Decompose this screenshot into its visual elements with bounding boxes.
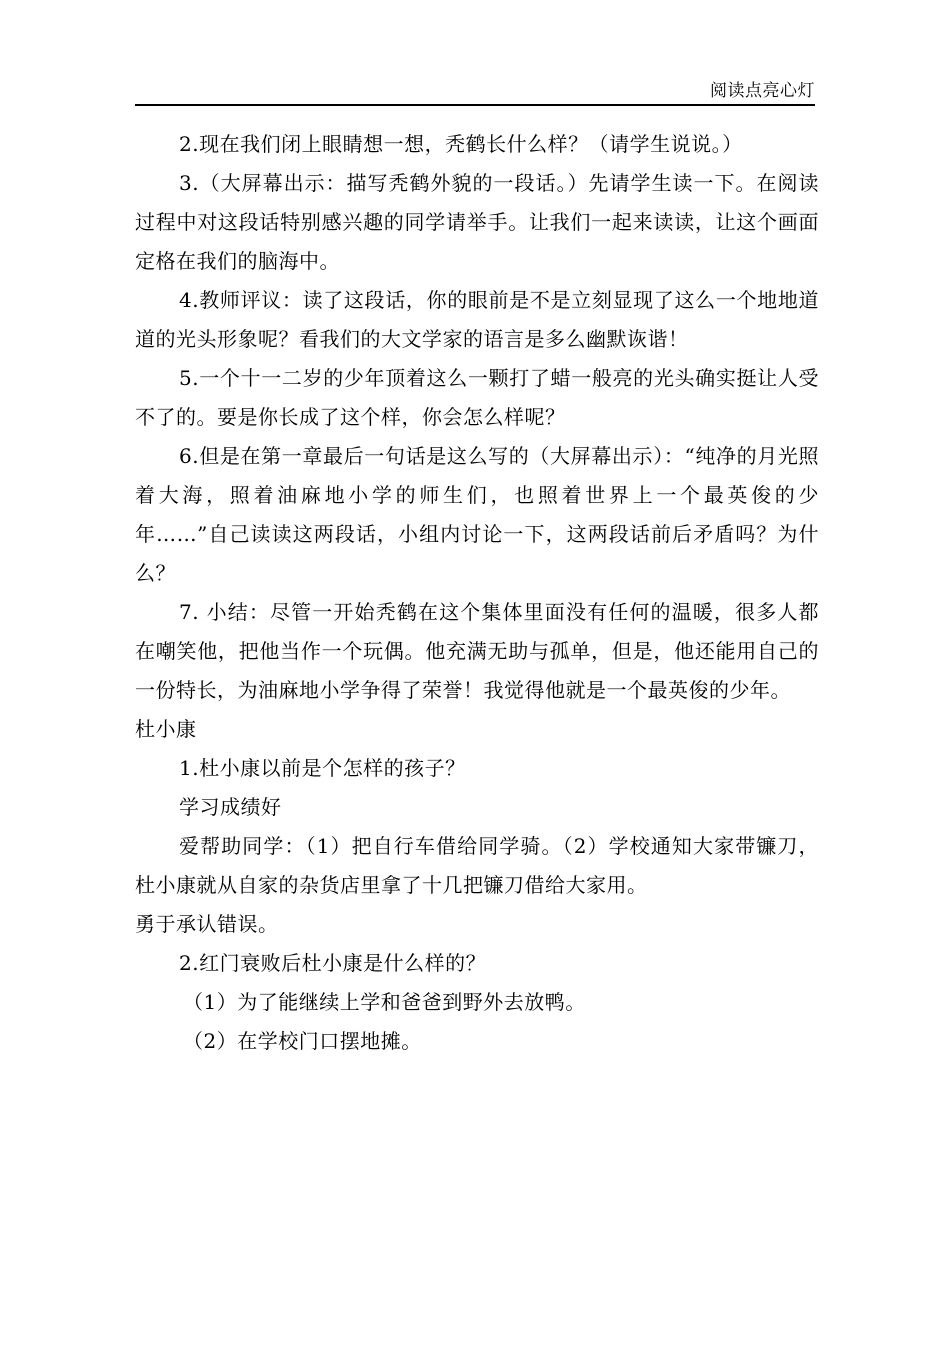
answer-admits-mistakes: 勇于承认错误。 xyxy=(135,912,279,936)
page-header xyxy=(135,76,815,106)
paragraph-7-summary: 7. 小结：尽管一开始秃鹤在这个集体里面没有任何的温暖，很多人都在嘲笑他，把他当作一个玩偶。他充满无助与孤单，但是，他还能用自己的一份特长，为油麻地小学争得了荣誉！我觉得他就是一个最英俊的少年。 xyxy=(135,600,819,702)
answer-street-stall: （2）在学校门口摆地摊。 xyxy=(183,1029,422,1053)
question-1: 1.杜小康以前是个怎样的孩子？ xyxy=(179,756,466,780)
paragraph-6: 6.但是在第一章最后一句话是这么写的（大屏幕出示）：“纯净的月光照着大海，照着油麻地小学的师生们，也照着世界上一个最英俊的少年……”自己读读这两段话，小组内讨论一下，这两段话前后矛盾吗？为什么？ xyxy=(135,444,819,585)
answer-herding-ducks: （1）为了能继续上学和爸爸到野外去放鸭。 xyxy=(183,990,586,1014)
paragraph-5: 5.一个十一二岁的少年顶着这么一颗打了蜡一般亮的光头确实挺让人受不了的。要是你长成了这个样，你会怎么样呢？ xyxy=(135,366,819,429)
answer-helping-classmates: 爱帮助同学：（1）把自行车借给同学骑。（2）学校通知大家带镰刀，杜小康就从自家的杂货店里拿了十几把镰刀借给大家用。 xyxy=(135,834,819,897)
answer-good-grades: 学习成绩好 xyxy=(179,795,282,819)
paragraph-2: 2.现在我们闭上眼睛想一想，秃鹤长什么样？（请学生说说。） xyxy=(179,132,743,156)
section-heading-du-xiaokang: 杜小康 xyxy=(135,717,197,741)
question-2: 2.红门衰败后杜小康是什么样的？ xyxy=(179,951,487,975)
paragraph-4: 4.教师评议：读了这段话，你的眼前是不是立刻显现了这么一个地地道道的光头形象呢？看我们的大文学家的语言是多么幽默诙谐！ xyxy=(135,288,819,351)
paragraph-3: 3.（大屏幕出示：描写秃鹤外貌的一段话。）先请学生读一下。在阅读过程中对这段话特别感兴趣的同学请举手。让我们一起来读读，让这个画面定格在我们的脑海中。 xyxy=(135,171,819,273)
header-title: 阅读点亮心灯 xyxy=(710,81,815,101)
document-body xyxy=(135,125,819,1061)
